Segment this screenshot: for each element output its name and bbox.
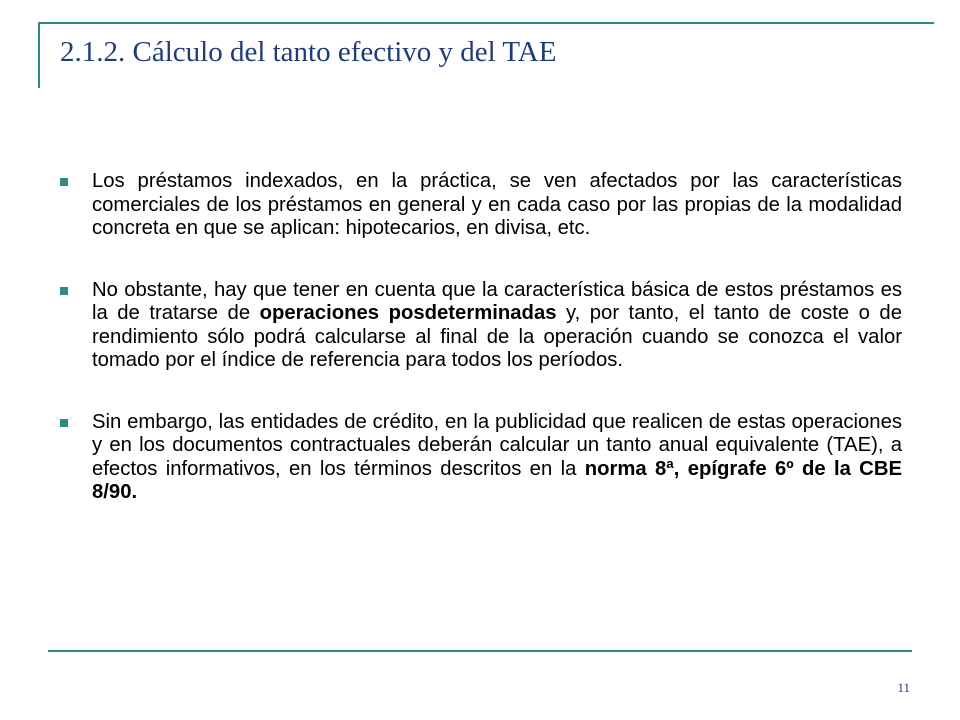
footer-rule — [48, 650, 912, 652]
bullet-text: No obstante, hay que tener en cuenta que la característica básica de estos préstamos es la de tratarse de — [92, 278, 902, 324]
bullet-list — [60, 170, 902, 543]
title-left-rule — [38, 22, 40, 88]
bullet-item — [60, 411, 902, 505]
bullet-bold-text: operaciones posdeterminadas — [259, 302, 557, 324]
bullet-bold-text: norma 8ª, epígrafe 6º de la CBE 8/90. — [92, 457, 903, 503]
bullet-text: Los préstamos indexados, en la práctica, se ven afectados por las características comerciales de los préstamos en general y en cada caso por las propias de la modalidad concreta en que se aplican: hipotecarios, en divisa, etc. — [92, 170, 902, 239]
slide-title: 2.1.2. Cálculo del tanto efectivo y del TAE — [60, 36, 557, 68]
bullet-text: Sin embargo, las entidades de crédito, en la publicidad que realicen de estas operaciones y en los documentos contractuales deberán calcular un tanto anual equivalente (TAE), a efectos informativos, en los términos descritos en la — [92, 410, 902, 480]
square-bullet-icon — [60, 419, 68, 427]
square-bullet-icon — [60, 287, 68, 295]
square-bullet-icon — [60, 178, 68, 186]
bullet-item — [60, 279, 902, 373]
bullet-item — [60, 170, 902, 241]
title-top-rule — [38, 22, 934, 24]
page-number: 11 — [897, 680, 910, 695]
bullet-text: y, por tanto, el tanto de coste o de rendimiento sólo podrá calcularse al final de la operación cuando se conozca el valor tomado por el índice de referencia para todos los períodos. — [92, 302, 902, 371]
